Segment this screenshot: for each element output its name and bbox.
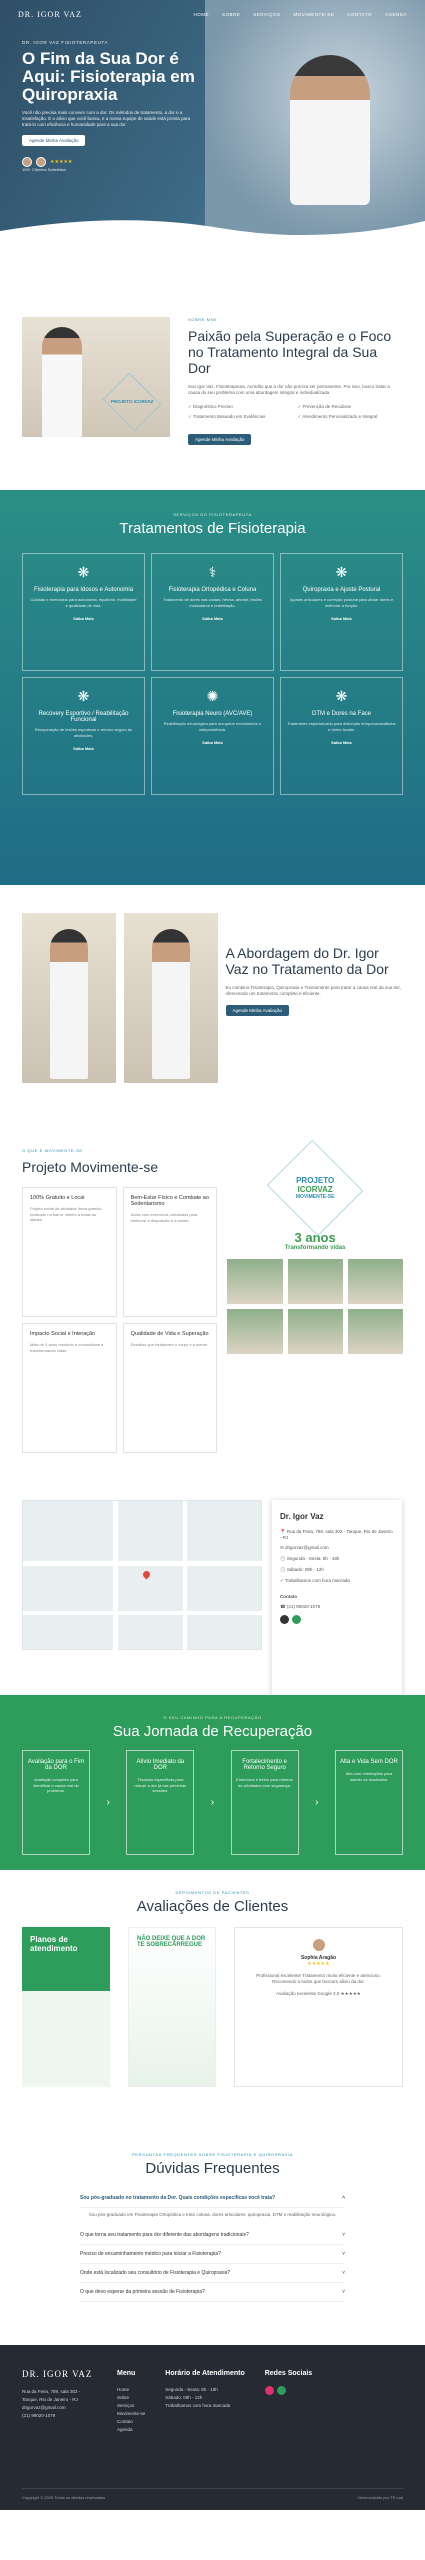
faq-title: Dúvidas Frequentes: [145, 2160, 280, 2177]
feature-desc: Aulas com exercícios orientados para melhorar a disposição e a saúde.: [130, 1212, 198, 1223]
doctor-photo: [152, 929, 190, 1079]
chevron-up-icon: ˄: [342, 2195, 345, 2201]
doctor-photo: [50, 929, 88, 1079]
hero-title: O Fim da Sua Dor é Aqui: Fisioterapia em Quiropraxia: [22, 49, 195, 104]
service-icon: ❋: [335, 564, 348, 580]
project-logo: PROJETO ICORVAZ: [103, 373, 161, 431]
contact-heading: Contato: [280, 1594, 297, 1599]
approach-image-2: [124, 913, 218, 1083]
promo-banner: [22, 1927, 110, 2087]
chevron-down-icon: ˅: [342, 2232, 345, 2238]
hero-wave: [0, 206, 425, 245]
faq-question[interactable]: Onde está localizado seu consultório de Fisioterapia e Quiropraxia? ˅: [80, 2264, 345, 2283]
service-title: Recovery Esportivo / Reabilitação Funcional: [38, 711, 129, 723]
service-card: [22, 677, 145, 795]
service-title: Quiropraxia e Ajuste Postural: [302, 587, 381, 593]
hero-reviews-count: 100+ Clientes Satisfeitos: [22, 167, 67, 172]
feature-card: [123, 1323, 218, 1453]
nav-servicos[interactable]: SERVIÇOS: [253, 11, 281, 17]
journey-step: [335, 1750, 403, 1855]
service-icon: ✺: [206, 688, 219, 704]
service-title: Fisioterapia Neuro (AVC/AVE): [172, 711, 253, 717]
feature-desc: Desafios que fortalecem o corpo e a mente.: [130, 1342, 209, 1347]
service-desc: Recuperação de lesões esportivas e retorno seguro às atividades.: [34, 727, 133, 738]
approach-cta-button[interactable]: Agende Minha Avaliação: [226, 1005, 289, 1016]
approach-title: A Abordagem do Dr. Igor Vaz no Tratamento da Dor: [225, 945, 389, 977]
service-card: [280, 553, 403, 671]
step-title: Fortalecimento e Retorno Seguro: [242, 1759, 287, 1771]
step-desc: Técnicas específicas para reduzir a dor já nas primeiras sessões.: [134, 1777, 187, 1793]
services-label: SERVIÇOS DO FISIOTERAPEUTA: [173, 512, 252, 517]
service-icon: ⚕: [208, 564, 217, 580]
footer-link[interactable]: Home: [117, 2387, 130, 2392]
step-title: Avaliação para o Fim da DOR: [27, 1759, 85, 1771]
hero-text: [22, 40, 197, 172]
gallery-photo[interactable]: [348, 1309, 403, 1354]
movimente-left: [22, 1148, 217, 1495]
movimente-logo: PROJETO ICORVAZ MOVIMENTE-SE: [270, 1148, 360, 1228]
developer-credit[interactable]: Desenvolvido por TS Lab: [358, 2495, 403, 2500]
avatar: [36, 157, 46, 167]
step-desc: Alta com orientações para manter os resultados.: [345, 1771, 393, 1782]
step-desc: Exercícios e treino para retomar as atividades com segurança.: [236, 1777, 294, 1788]
testimonials-label: DEPOIMENTOS DE PACIENTES: [175, 1890, 250, 1895]
about-title: Paixão pela Superação e o Foco no Tratamento Integral da Sua Dor: [188, 328, 392, 376]
whatsapp-icon[interactable]: [292, 1615, 301, 1624]
footer-hours-item: Segunda - Sexta: 8h - 18h: [165, 2387, 218, 2392]
footer-menu-title: Menu: [117, 2370, 136, 2377]
service-icon: ❋: [335, 688, 348, 704]
faq-question[interactable]: Sou pós-graduado no tratamento da Dor. Quais condições especificas você trata? ˄: [80, 2189, 345, 2208]
approach-section: [0, 885, 425, 1130]
service-more-link[interactable]: Saiba Mais: [73, 746, 94, 751]
footer: [0, 2345, 425, 2510]
navbar: [0, 0, 425, 28]
nav-contato[interactable]: CONTATO: [347, 11, 372, 17]
service-desc: Cuidado e exercícios para autonomia, equilíbrio, mobilidade e qualidade de vida.: [30, 597, 137, 608]
logo[interactable]: DR. IGOR VAZ: [18, 9, 82, 19]
chevron-down-icon: ˅: [342, 2270, 345, 2276]
footer-bottom: [22, 2488, 403, 2500]
contact-hours: 🕒 Sábado: 08h - 12h: [280, 1567, 324, 1572]
gallery-photo[interactable]: [348, 1259, 403, 1304]
check-item: ✓ Tratamento Baseado em Evidências: [188, 414, 294, 420]
footer-link[interactable]: Movimente-se: [117, 2411, 146, 2416]
social-icons: [280, 1615, 394, 1625]
service-more-link[interactable]: Saiba Mais: [331, 740, 352, 745]
review-text: Profissional excelente! Tratamento muito eficiente e atencioso. Recomendo a todos que buscam alívio da dor.: [256, 1973, 381, 1984]
service-icon: ❋: [77, 688, 90, 704]
feature-title: Impacto Social e Interação: [30, 1331, 96, 1337]
hero-section: [0, 0, 425, 245]
feature-title: 100% Gratuito e Local: [30, 1195, 85, 1201]
nav-agenda[interactable]: AGENDA: [384, 11, 407, 17]
contact-card: [272, 1500, 402, 1700]
movimente-section: [0, 1130, 425, 1495]
service-more-link[interactable]: Saiba Mais: [73, 616, 94, 621]
avatar: [312, 1938, 326, 1952]
journey-step: [231, 1750, 299, 1855]
service-desc: Ajustes articulares e correção postural para aliviar dores e melhorar a função.: [289, 597, 394, 608]
footer-hours-title: Horário de Atendimento: [165, 2370, 245, 2377]
testimonials-section: [0, 1870, 425, 2120]
review-summary: Avaliação excelente Google 4.9 ★★★★★: [276, 1991, 361, 1996]
movimente-features: [22, 1187, 217, 1453]
footer-logo[interactable]: DR. IGOR VAZ: [22, 2369, 93, 2379]
movimente-photos: [227, 1259, 403, 1354]
chevron-right-icon: ›: [315, 1797, 319, 1808]
avatar: [22, 157, 32, 167]
instagram-icon[interactable]: [265, 2386, 274, 2395]
service-more-link[interactable]: Saiba Mais: [331, 616, 352, 621]
years-badge: 3 anos Transformando vidas: [284, 1230, 346, 1251]
contact-name: Dr. Igor Vaz: [280, 1512, 324, 1521]
footer-address: Rua da Feira, 789, sala 302 - Tanque, Rio de Janeiro - RJ: [22, 2389, 81, 2402]
service-desc: Tratamento de dores nas costas, hérnia, artrose, lesões musculares e reabilitação.: [162, 597, 262, 608]
testimonials-row: [22, 1927, 403, 2087]
nav-home[interactable]: HOME: [193, 11, 210, 17]
hero-kicker: DR. IGOR VAZ FISIOTERAPEUTA: [22, 40, 109, 45]
gallery-photo[interactable]: [227, 1309, 282, 1354]
journey-label: O SEU CAMINHO PARA A RECUPERAÇÃO: [163, 1715, 262, 1720]
step-title: Alta e Vida Sem DOR: [339, 1759, 398, 1765]
service-more-link[interactable]: Saiba Mais: [202, 616, 223, 621]
faq-question[interactable]: O que devo esperar da primeira sessão de Fisioterapia? ˅: [80, 2283, 345, 2302]
reviewer-name: Sophia Aragão: [300, 1955, 337, 1961]
footer-hours-item: Trabalhamos com hora marcada: [165, 2403, 231, 2408]
service-card: [280, 677, 403, 795]
footer-phone[interactable]: (21) 99020-1078: [22, 2413, 56, 2418]
about-cta-button[interactable]: Agende Minha Avaliação: [188, 434, 251, 445]
feature-card: [123, 1187, 218, 1317]
about-paragraph: Sou Igor Vaz, Fisioterapeuta. Acredito que a dor não precisa ser permanente. Por isso, busco tratar a causa do seu problema com uma abordagem integral e individualizada.: [188, 384, 390, 395]
about-image: [22, 317, 170, 437]
contact-section: [0, 1495, 425, 1695]
step-title: Alívio Imediato da DOR: [136, 1759, 185, 1771]
doctor-photo: [290, 55, 370, 205]
faq-question[interactable]: O que torna seu tratamento para dor diferente das abordagens tradicionais? ˅: [80, 2226, 345, 2245]
hero-description: Você não precisa mais conviver com a dor. Os métodos de tratamento, a dor e a insatisfação. É o alívio que você busca, e a nossa equipe de saúde está pronta para tratá-lo com eficiência e humanidade para a sua dor.: [22, 110, 191, 127]
services-section: [0, 490, 425, 885]
footer-link[interactable]: Sobre: [117, 2395, 130, 2400]
feature-title: Bem-Estar Físico e Combate ao Sedentarismo: [130, 1195, 209, 1207]
location-map[interactable]: [22, 1500, 262, 1650]
about-section: [0, 245, 425, 490]
feature-desc: Mais de 3 anos reunindo a comunidade e transformando vidas.: [30, 1342, 104, 1353]
instagram-icon[interactable]: [280, 1615, 289, 1624]
feature-card: [22, 1323, 117, 1453]
hero-reviews: [22, 157, 197, 167]
contact-email[interactable]: ✉ drigorvaz@gmail.com: [280, 1545, 329, 1550]
service-title: DTM e Dores na Face: [311, 711, 372, 717]
footer-link[interactable]: Serviços: [117, 2403, 135, 2408]
journey-step: [126, 1750, 194, 1855]
gallery-photo[interactable]: [227, 1259, 282, 1304]
about-label: SOBRE MIM: [188, 317, 217, 322]
contact-address: 📍 Rua da Feira, 789, sala 302 - Tanque, Rio de Janeiro - RJ: [280, 1529, 393, 1540]
feature-card: [22, 1187, 117, 1317]
service-title: Fisioterapia para Idosos e Autonomia: [33, 587, 134, 593]
promo-banner: [128, 1927, 216, 2087]
journey-title: Sua Jornada de Recuperação: [112, 1723, 313, 1740]
feature-title: Qualidade de Vida e Superação: [130, 1331, 209, 1337]
map-pin-icon: [142, 1570, 152, 1580]
chevron-right-icon: ›: [210, 1797, 215, 1808]
contact-phone[interactable]: ☎ (21) 99020-1078: [280, 1604, 321, 1609]
about-checklist: [188, 404, 403, 420]
service-icon: ❋: [77, 564, 90, 580]
approach-paragraph: Eu combino Fisioterapia, Quiropraxia e Treinamento para tratar a causa real da sua dor, oferecendo um tratamento completo e eficiente.: [225, 985, 401, 996]
service-card: [22, 553, 145, 671]
star-rating-icon: ★★★★★: [307, 1961, 330, 1967]
nav-movimente[interactable]: MOVIMENTE-SE: [293, 11, 335, 17]
gallery-photo[interactable]: [288, 1259, 343, 1304]
chevron-down-icon: ˅: [342, 2251, 345, 2257]
movimente-label: O QUE É MOVIMENTE-SE: [22, 1148, 83, 1153]
approach-text: [226, 913, 404, 1130]
journey-steps: [22, 1750, 403, 1855]
approach-image-1: [22, 913, 116, 1083]
footer-email[interactable]: drigorvaz@gmail.com: [22, 2405, 66, 2410]
about-text: [188, 317, 403, 490]
service-title: Fisioterapia Ortopédica e Coluna: [168, 587, 257, 593]
footer-link[interactable]: Agenda: [117, 2427, 133, 2432]
faq-answer: Sou pós-graduado em Fisioterapia Ortopédica e trato coluna, dores articulares, quiropraxia, DTM e reabilitação neurológica.: [88, 2212, 337, 2217]
chevron-right-icon: ›: [106, 1797, 110, 1808]
check-item: ✓ Atendimento Personalizado e Integral: [298, 414, 404, 420]
movimente-right: [227, 1148, 403, 1495]
services-grid: [22, 553, 403, 795]
testimonials-title: Avaliações de Clientes: [136, 1898, 289, 1915]
service-desc: Reabilitação neurológica para recuperar movimentos e independência.: [163, 721, 262, 732]
journey-section: [0, 1695, 425, 1870]
service-more-link[interactable]: Saiba Mais: [202, 740, 223, 745]
gallery-photo[interactable]: [288, 1309, 343, 1354]
nav-menu: [194, 12, 407, 17]
service-card: [151, 553, 274, 671]
step-desc: Avaliação completa para identificar a causa real do problema.: [33, 1777, 79, 1793]
feature-desc: Projeto social de atividade física gratuito realizado no bairro, aberto a todas as idades.: [30, 1206, 102, 1222]
promo-title: NÃO DEIXE QUE A DOR TE SOBRECARREGUE: [137, 1936, 206, 1948]
faq-question[interactable]: Preciso de encaminhamento médico para iniciar a Fisioterapia? ˅: [80, 2245, 345, 2264]
chevron-down-icon: ˅: [342, 2289, 345, 2295]
promo-title: Planos de atendimento: [30, 1935, 78, 1953]
contact-hours: 🕒 Segunda - Sexta: 8h - 18h: [280, 1556, 340, 1561]
check-item: ✓ Prevenção de Recidivas: [298, 404, 404, 410]
service-card: [151, 677, 274, 795]
movimente-title: Projeto Movimente-se: [22, 1159, 159, 1175]
star-rating-icon: ★★★★★: [50, 159, 73, 165]
copyright: Copyright © 2025 Todos os direitos reservados: [22, 2495, 106, 2500]
faq-section: [0, 2120, 425, 2345]
hero-cta-button[interactable]: Agende Minha Avaliação: [22, 135, 85, 146]
journey-step: [22, 1750, 90, 1855]
review-card: [234, 1927, 403, 2087]
nav-sobre[interactable]: SOBRE: [222, 11, 241, 17]
doctor-photo: [42, 327, 82, 437]
whatsapp-icon[interactable]: [277, 2386, 286, 2395]
check-item: ✓ Diagnóstico Preciso: [188, 404, 294, 410]
service-desc: Tratamento especializado para disfunção temporomandibular e dores faciais.: [287, 721, 396, 732]
footer-social-title: Redes Sociais: [264, 2370, 313, 2377]
contact-note: ✓ Trabalhamos com hora marcada: [280, 1578, 350, 1583]
footer-link[interactable]: Contato: [117, 2419, 133, 2424]
faq-label: PERGUNTAS FREQUENTES SOBRE FISIOTERAPIA E QUIROPRAXIA: [131, 2152, 294, 2157]
services-title: Tratamentos de Fisioterapia: [119, 520, 306, 537]
footer-hours-item: Sábado: 08h - 12h: [165, 2395, 203, 2400]
